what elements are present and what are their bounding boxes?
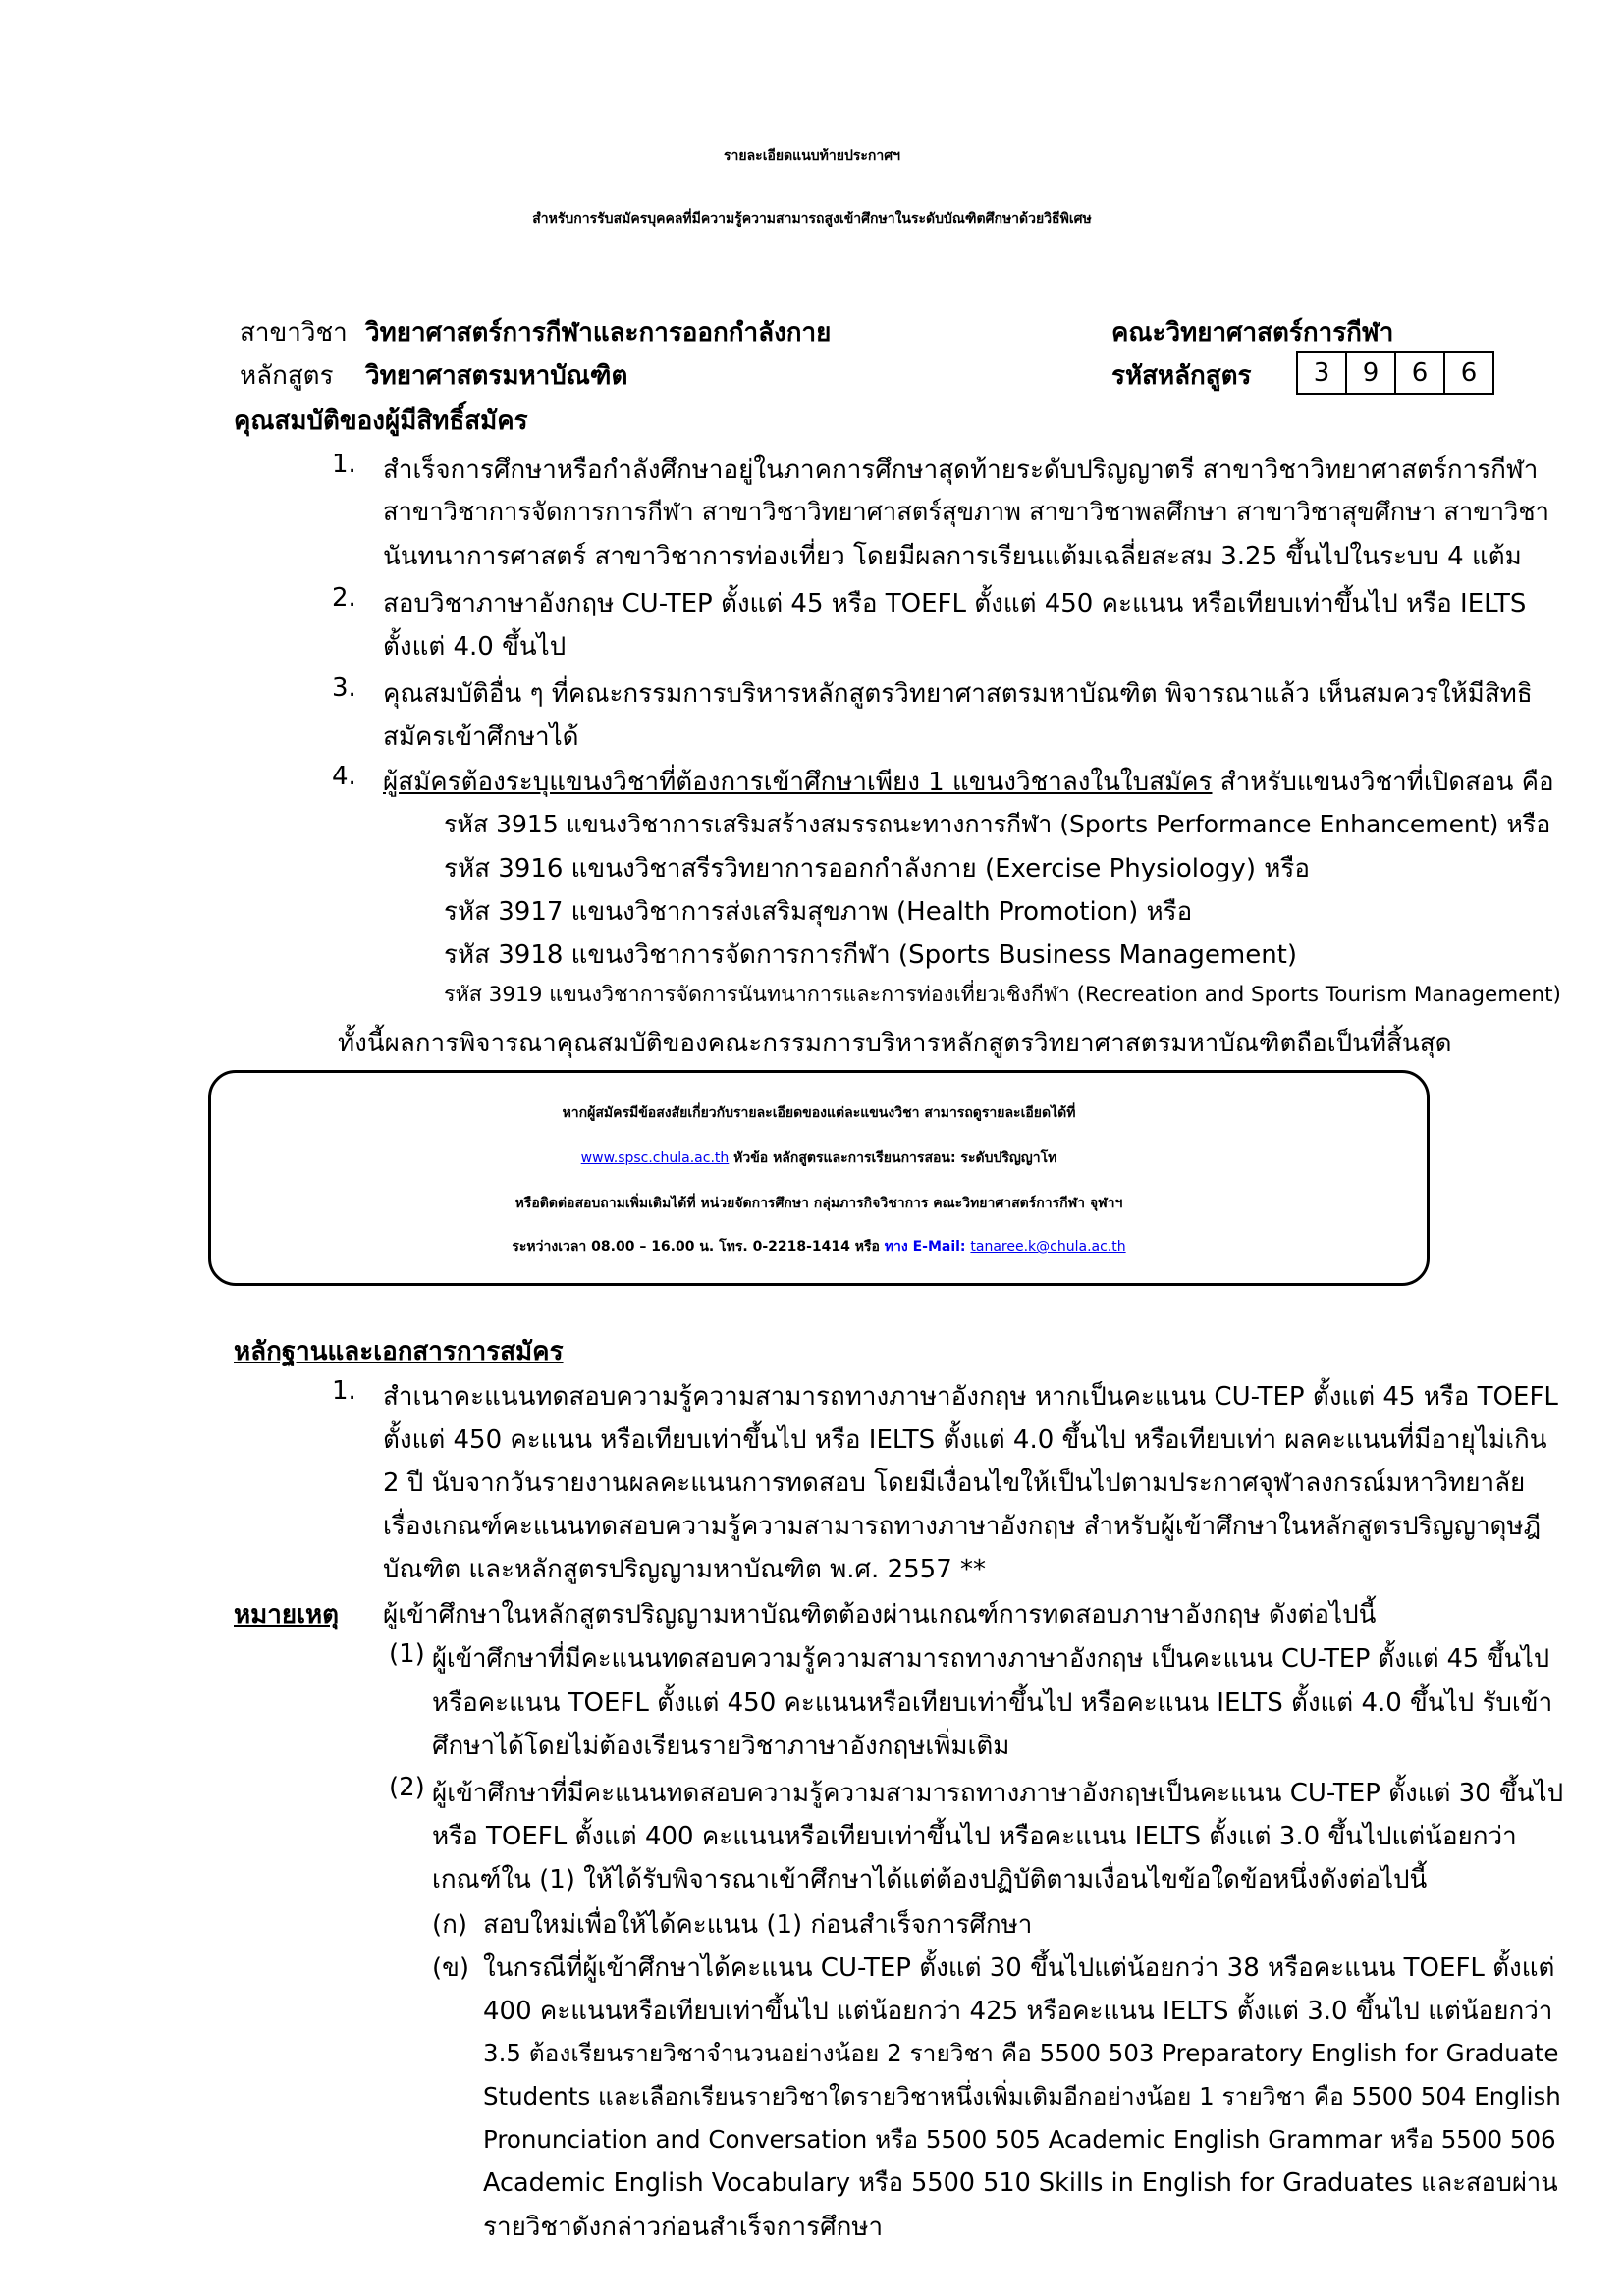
remark-number: (1) [389, 1639, 425, 1669]
qual-2-line: สอบวิชาภาษาอังกฤษ CU-TEP ตั้งแต่ 45 หรือ TOEFL ตั้งแต่ 450 คะแนน หรือเทียบเท่าขึ้นไป หรือ IELTS [383, 589, 1527, 618]
item-number: 1. [332, 450, 356, 479]
remark-kh-line: 3.5 ต้องเรียนรายวิชาจำนวนอย่างน้อย 2 รายวิชา คือ 5500 503 Preparatory English for Graduate [483, 2039, 1559, 2067]
document-line: เรื่องเกณฑ์คะแนนทดสอบความรู้ความสามารถทางภาษาอังกฤษ สำหรับผู้เข้าศึกษาในหลักสูตรปริญญาดุษฎี [383, 1512, 1542, 1541]
qualifications-heading: คุณสมบัติของผู้มีสิทธิ์สมัคร [234, 406, 528, 436]
qual-4-line [383, 762, 1554, 802]
qual-3-line: คุณสมบัติอื่น ๆ ที่คณะกรรมการบริหารหลักสูตรวิทยาศาสตรมหาบัณฑิต พิจารณาแล้ว เห็นสมควรให้มีสิทธิ [383, 679, 1533, 709]
qual-4-rest: สำหรับแขนงวิชาที่เปิดสอน คือ [1212, 768, 1554, 797]
document-line: บัณฑิต และหลักสูตรปริญญามหาบัณฑิต พ.ศ. 2557 ** [383, 1555, 987, 1584]
item-number: 3. [332, 673, 356, 703]
notice-line-3: หรือติดต่อสอบถามเพิ่มเติมได้ที่ หน่วยจัดการศึกษา กลุ่มภารกิจวิชาการ คณะวิทยาศาสตร์การกีฬา จุฬาฯ [514, 1196, 1123, 1211]
document-line: 2 ปี นับจากวันรายงานผลคะแนนการทดสอบ โดยมีเงื่อนไขให้เป็นไปตามประกาศจุฬาลงกรณ์มหาวิทยาลัย [383, 1468, 1526, 1498]
qual-3-line: สมัครเข้าศึกษาได้ [383, 722, 579, 752]
track-item: รหัส 3919 แขนงวิชาการจัดการนันทนาการและการท่องเที่ยวเชิงกีฬา (Recreation and Sports Tourism Management) [444, 983, 1561, 1007]
remark-kh-line: ในกรณีที่ผู้เข้าศึกษาได้คะแนน CU-TEP ตั้งแต่ 30 ขึ้นไปแต่น้อยกว่า 38 หรือคะแนน TOEFL ตั้งแต่ [483, 1953, 1555, 1983]
notice-email-label: ทาง E-Mail: [884, 1239, 971, 1255]
notice-line-2 [211, 1148, 1427, 1169]
contact-notice-box [208, 1070, 1430, 1286]
curriculum-value: วิทยาศาสตรมหาบัณฑิต [365, 361, 628, 391]
remark-kh-line: 400 คะแนนหรือเทียบเท่าขึ้นไป แต่น้อยกว่า 425 หรือคะแนน IELTS ตั้งแต่ 3.0 ขึ้นไป แต่น้อยกว่า [483, 1997, 1553, 2026]
remark-number: (2) [389, 1773, 425, 1802]
document-line: สำเนาคะแนนทดสอบความรู้ความสามารถทางภาษาอังกฤษ หากเป็นคะแนน CU-TEP ตั้งแต่ 45 หรือ TOEFL [383, 1382, 1558, 1412]
notice-line-4 [211, 1236, 1427, 1257]
document-line: ตั้งแต่ 450 คะแนน หรือเทียบเท่าขึ้นไป หรือ IELTS ตั้งแต่ 4.0 ขึ้นไป หรือเทียบเท่า ผลคะแนนที่มีอายุไม่เกิน [383, 1425, 1547, 1455]
code-digit: 6 [1443, 351, 1494, 395]
qual-1-line: สำเร็จการศึกษาหรือกำลังศึกษาอยู่ในภาคการศึกษาสุดท้ายระดับปริญญาตรี สาขาวิชาวิทยาศาสตร์การกีฬา [383, 455, 1539, 485]
remark-1-line: ผู้เข้าศึกษาที่มีคะแนนทดสอบความรู้ความสามารถทางภาษาอังกฤษ เป็นคะแนน CU-TEP ตั้งแต่ 45 ขึ้นไป [432, 1644, 1550, 1674]
track-item: รหัส 3916 แขนงวิชาสรีรวิทยาการออกกำลังกาย (Exercise Physiology) หรือ [444, 854, 1310, 883]
code-digit: 9 [1345, 351, 1396, 395]
curriculum-code-label: รหัสหลักสูตร [1111, 361, 1252, 391]
remark-2-line: ผู้เข้าศึกษาที่มีคะแนนทดสอบความรู้ความสามารถทางภาษาอังกฤษเป็นคะแนน CU-TEP ตั้งแต่ 30 ขึ้นไป [432, 1779, 1564, 1808]
documents-heading: หลักฐานและเอกสารการสมัคร [234, 1337, 564, 1366]
notice-line-4-pre: ระหว่างเวลา 08.00 – 16.00 น. โทร. 0-2218-1414 หรือ [512, 1239, 885, 1255]
qual-1-line: นันทนาการศาสตร์ สาขาวิชาการท่องเที่ยว โดยมีผลการเรียนแต้มเฉลี่ยสะสม 3.25 ขึ้นไปในระบบ 4 แต้ม [383, 542, 1522, 571]
remark-1-line: ศึกษาได้โดยไม่ต้องเรียนรายวิชาภาษาอังกฤษเพิ่มเติม [432, 1732, 1010, 1761]
item-number: 1. [332, 1376, 356, 1406]
track-item: รหัส 3918 แขนงวิชาการจัดการการกีฬา (Sports Business Management) [444, 940, 1298, 970]
remark-sub-number: (ข) [432, 1953, 470, 1983]
qual-1-line: สาขาวิชาการจัดการการกีฬา สาขาวิชาวิทยาศาสตร์สุขภาพ สาขาวิชาพลศึกษา สาขาวิชาสุขศึกษา สาขาวิชา [383, 498, 1549, 527]
code-digit: 3 [1296, 351, 1347, 395]
remark-sub-number: (ก) [432, 1910, 468, 1940]
track-item: รหัส 3915 แขนงวิชาการเสริมสร้างสมรรถนะทางการกีฬา (Sports Performance Enhancement) หรือ [444, 810, 1551, 838]
remark-kh-line: Academic English Vocabulary หรือ 5500 510 Skills in English for Graduates และสอบผ่าน [483, 2168, 1558, 2198]
remark-kh-line: Students และเลือกเรียนรายวิชาใดรายวิชาหนึ่งเพิ่มเติมอีกอย่างน้อย 1 รายวิชา คือ 5500 504 English [483, 2082, 1561, 2110]
qual-2-line: ตั้งแต่ 4.0 ขึ้นไป [383, 632, 567, 662]
remark-kh-line: รายวิชาดังกล่าวก่อนสำเร็จการศึกษา [483, 2213, 884, 2242]
remark-kh-line: Pronunciation and Conversation หรือ 5500 505 Academic English Grammar หรือ 5500 506 [483, 2125, 1556, 2154]
document-subtitle: สำหรับการรับสมัครบุคคลที่มีความรู้ความสามารถสูงเข้าศึกษาในระดับบัณฑิตศึกษาด้วยวิธีพิเศษ [532, 211, 1092, 227]
notice-line-2-rest: หัวข้อ หลักสูตรและการเรียนการสอน: ระดับปริญญาโท [729, 1150, 1057, 1166]
email-link[interactable]: tanaree.k@chula.ac.th [970, 1239, 1126, 1255]
qual-4-underlined: ผู้สมัครต้องระบุแขนงวิชาที่ต้องการเข้าศึกษาเพียง 1 แขนงวิชาลงในใบสมัคร [383, 768, 1213, 797]
remark-ka-text: สอบใหม่เพื่อให้ได้คะแนน (1) ก่อนสำเร็จการศึกษา [483, 1910, 1033, 1940]
remark-2-line: หรือ TOEFL ตั้งแต่ 400 คะแนนหรือเทียบเท่าขึ้นไป หรือคะแนน IELTS ตั้งแต่ 3.0 ขึ้นไปแต่น้อยกว่า [432, 1822, 1517, 1851]
document-title: รายละเอียดแนบท้ายประกาศฯ [724, 148, 900, 164]
item-number: 4. [332, 762, 356, 791]
field-value: วิทยาศาสตร์การกีฬาและการออกกำลังกาย [365, 318, 832, 347]
track-item: รหัส 3917 แขนงวิชาการส่งเสริมสุขภาพ (Health Promotion) หรือ [444, 897, 1193, 927]
qualifications-final-note: ทั้งนี้ผลการพิจารณาคุณสมบัติของคณะกรรมการบริหารหลักสูตรวิทยาศาสตรมหาบัณฑิตถือเป็นที่สิ้นสุด [338, 1029, 1452, 1058]
website-link[interactable]: www.spsc.chula.ac.th [580, 1150, 730, 1166]
faculty-name: คณะวิทยาศาสตร์การกีฬา [1111, 318, 1394, 347]
remark-intro: ผู้เข้าศึกษาในหลักสูตรปริญญามหาบัณฑิตต้องผ่านเกณฑ์การทดสอบภาษาอังกฤษ ดังต่อไปนี้ [383, 1600, 1377, 1629]
curriculum-code-boxes [1298, 351, 1494, 395]
notice-line-1: หากผู้สมัครมีข้อสงสัยเกี่ยวกับรายละเอียดของแต่ละแขนงวิชา สามารถดูรายละเอียดได้ที่ [562, 1105, 1076, 1121]
code-digit: 6 [1394, 351, 1445, 395]
field-label: สาขาวิชา [240, 318, 348, 347]
curriculum-label: หลักสูตร [240, 361, 334, 391]
remark-label: หมายเหตุ [234, 1600, 340, 1629]
remark-2-line: เกณฑ์ใน (1) ให้ได้รับพิจารณาเข้าศึกษาได้แต่ต้องปฏิบัติตามเงื่อนไขข้อใดข้อหนึ่งดังต่อไปนี้ [432, 1865, 1428, 1895]
item-number: 2. [332, 583, 356, 613]
remark-1-line: หรือคะแนน TOEFL ตั้งแต่ 450 คะแนนหรือเทียบเท่าขึ้นไป หรือคะแนน IELTS ตั้งแต่ 4.0 ขึ้นไป รับเข้า [432, 1688, 1553, 1718]
